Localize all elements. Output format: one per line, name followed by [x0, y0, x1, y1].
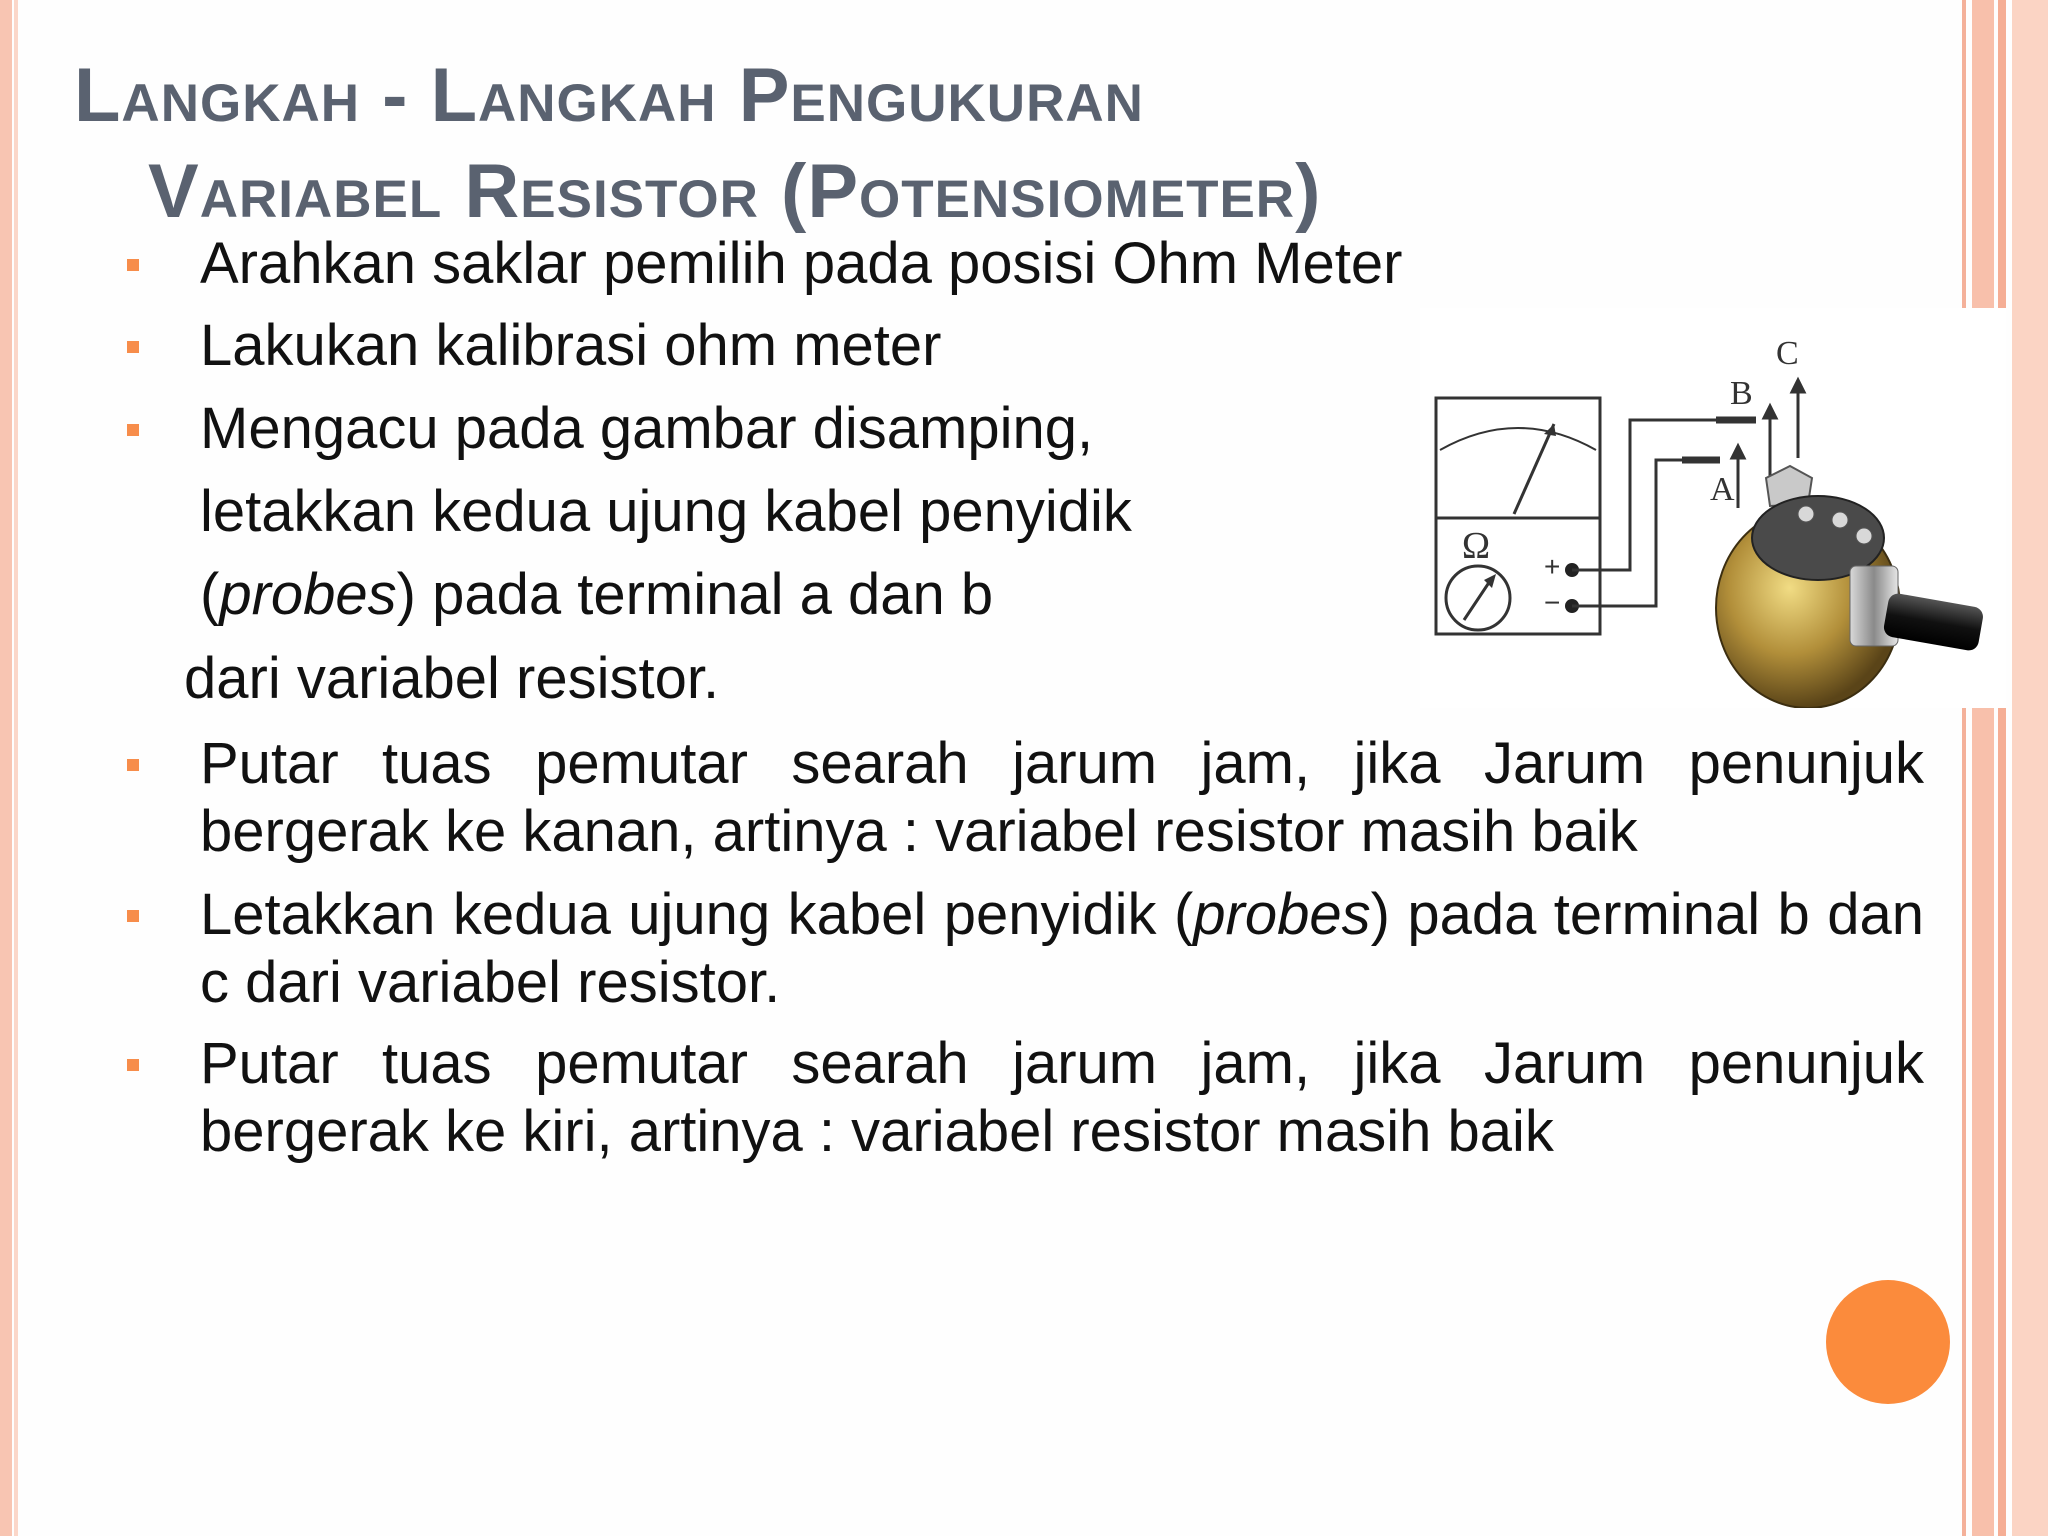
bullet-4: Putar tuas pemutar searah jarum jam, jika Jarum penunjuk bergerak ke kanan, artinya : variabel resistor masih baik	[200, 731, 1924, 864]
bullet-marker	[127, 910, 139, 922]
bullet-6: Putar tuas pemutar searah jarum jam, jika Jarum penunjuk bergerak ke kiri, artinya : variabel resistor masih baik	[200, 1031, 1924, 1164]
terminal-label-a: A	[1710, 471, 1735, 508]
minus-sign: −	[1544, 587, 1561, 618]
bullet-marker	[127, 259, 139, 271]
bullet-3-line-2: letakkan kedua ujung kabel penyidik	[200, 479, 1132, 544]
bullet-marker	[127, 759, 139, 771]
ohmmeter-potentiometer-figure	[1420, 308, 2006, 708]
bullet-marker	[127, 341, 139, 353]
bullet-marker	[127, 424, 139, 436]
bullet-marker	[127, 1059, 139, 1071]
terminal-label-b: B	[1730, 375, 1753, 412]
potentiometer-icon	[1716, 466, 1985, 708]
terminal-label-c: C	[1776, 335, 1799, 372]
probes-italic: probes	[219, 562, 397, 627]
ohm-symbol: Ω	[1461, 525, 1491, 567]
title-line-2: Variabel Resistor (Potensiometer)	[148, 149, 1322, 234]
plus-sign: +	[1544, 551, 1561, 582]
bullet-5: Letakkan kedua ujung kabel penyidik (probes) pada terminal b dan c dari variabel resistor.	[200, 882, 1924, 1015]
probes-italic: probes	[1193, 882, 1371, 947]
wiring-diagram	[1420, 308, 2006, 708]
bullet-2: Lakukan kalibrasi ohm meter	[200, 313, 942, 378]
ohmmeter-icon	[1436, 398, 1600, 634]
decorative-orange-circle	[1826, 1280, 1950, 1404]
bullet-3-line-3: (probes) pada terminal a dan b	[200, 562, 994, 627]
bullet-3-line-1: Mengacu pada gambar disamping,	[200, 396, 1094, 461]
title-line-1: Langkah - Langkah Pengukuran	[74, 53, 1144, 138]
bullet-1: Arahkan saklar pemilih pada posisi Ohm Meter	[200, 231, 1403, 296]
bullet-3-line-4: dari variabel resistor.	[184, 646, 720, 711]
